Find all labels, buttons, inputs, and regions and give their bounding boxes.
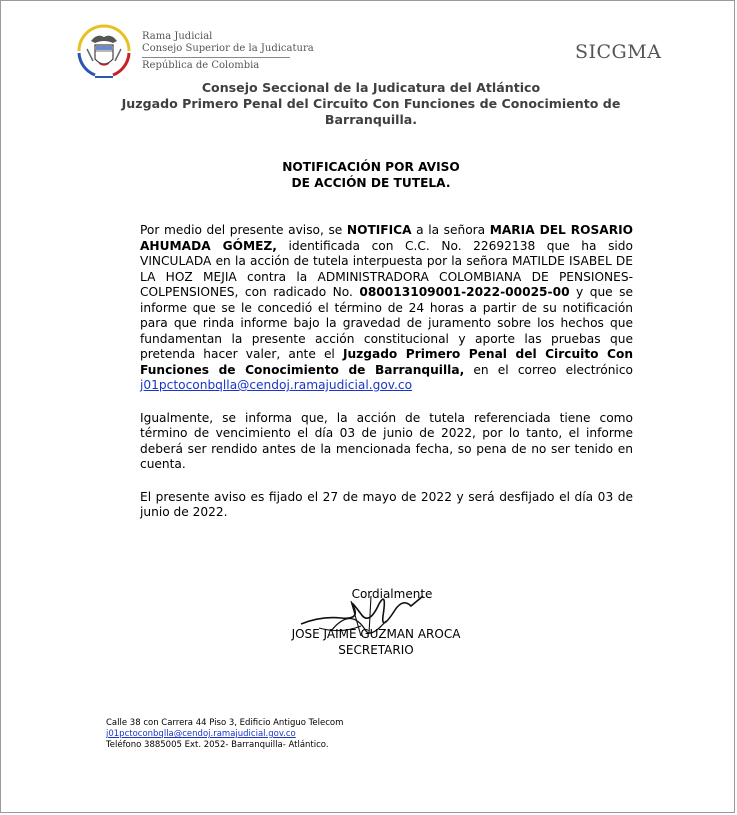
text-segment: y que se informe que se le concedió el término de 24 horas a partir de su notificación para que rinda informe bajo la gravedad de juramento sobre los hechos que fundamentan la presente acción constitucional y aporte las pruebas que pretenda hacer valer, ante el [140, 285, 633, 361]
text-segment: Por medio del presente aviso, se [140, 223, 347, 237]
org-council: Consejo Superior de la Judicatura [142, 43, 314, 54]
footer-address: Calle 38 con Carrera 44 Piso 3, Edificio Antiguo Telecom [106, 718, 344, 728]
footer-email-link[interactable]: j01pctoconbqlla@cendoj.ramajudicial.gov.co [106, 729, 296, 739]
document-title [201, 159, 541, 191]
court-council-line: Consejo Seccional de la Judicatura del Atlántico [201, 80, 541, 95]
notifica-keyword: NOTIFICA [346, 223, 412, 237]
case-number: 080013109001-2022-00025-00 [359, 285, 570, 299]
organization-branding [142, 31, 314, 72]
court-name-line: Juzgado Primero Penal del Circuito Con Funciones de Conocimiento de Barranquilla. [121, 96, 621, 127]
text-segment: identificada con C.C. No. 22692138 que ha sido VINCULADA en la acción de tutela interpuesta por la señora MATILDE ISABEL DE LA HOZ MEJIA contra la ADMINISTRADORA COLOMBIANA DE PENSIONES- COLPENSIONES, con radicado No. [140, 238, 633, 299]
org-name: Rama Judicial [142, 31, 213, 42]
footer-phone: Teléfono 3885005 Ext. 2052- Barranquilla- Atlántico. [106, 740, 329, 750]
paragraph-deadline: Igualmente, se informa que, la acción de tutela referenciada tiene como término de vencimiento el día 03 de junio de 2022, por lo tanto, el informe deberá ser rendido antes de la mencionada fecha, so pena de no ser tenido en cuenta. [140, 410, 633, 471]
document-body [140, 223, 633, 538]
text-segment: en el correo electrónico [464, 362, 633, 377]
court-header [101, 80, 641, 128]
signer-name: JOSE JAIME GUZMAN AROCA [291, 627, 461, 641]
system-name: SICGMA [575, 41, 662, 63]
signature-block [271, 586, 481, 658]
footer-contact [106, 718, 343, 751]
paragraph-notification [140, 223, 633, 394]
signer-role: SECRETARIO [338, 643, 414, 657]
title-line-2: DE ACCIÓN DE TUTELA. [291, 176, 451, 190]
colombia-coat-of-arms-icon [73, 21, 135, 83]
brand-divider [142, 57, 290, 58]
org-country: República de Colombia [142, 60, 260, 71]
court-email-link[interactable]: j01pctoconbqlla@cendoj.ramajudicial.gov.co [140, 378, 413, 392]
notified-person-name: MARIA DEL ROSARIO AHUMADA GÓMEZ, [140, 223, 633, 253]
court-reference: Juzgado Primero Penal del Circuito Con Funciones de Conocimiento de Barranquilla, [140, 347, 633, 377]
paragraph-posting-dates: El presente aviso es fijado el 27 de mayo de 2022 y será desfijado el día 03 de junio de 2022. [140, 489, 633, 519]
text-segment: a la señora [411, 223, 490, 237]
title-line-1: NOTIFICACIÓN POR AVISO [282, 160, 460, 174]
closing-salutation: Cordialmente [351, 587, 433, 601]
